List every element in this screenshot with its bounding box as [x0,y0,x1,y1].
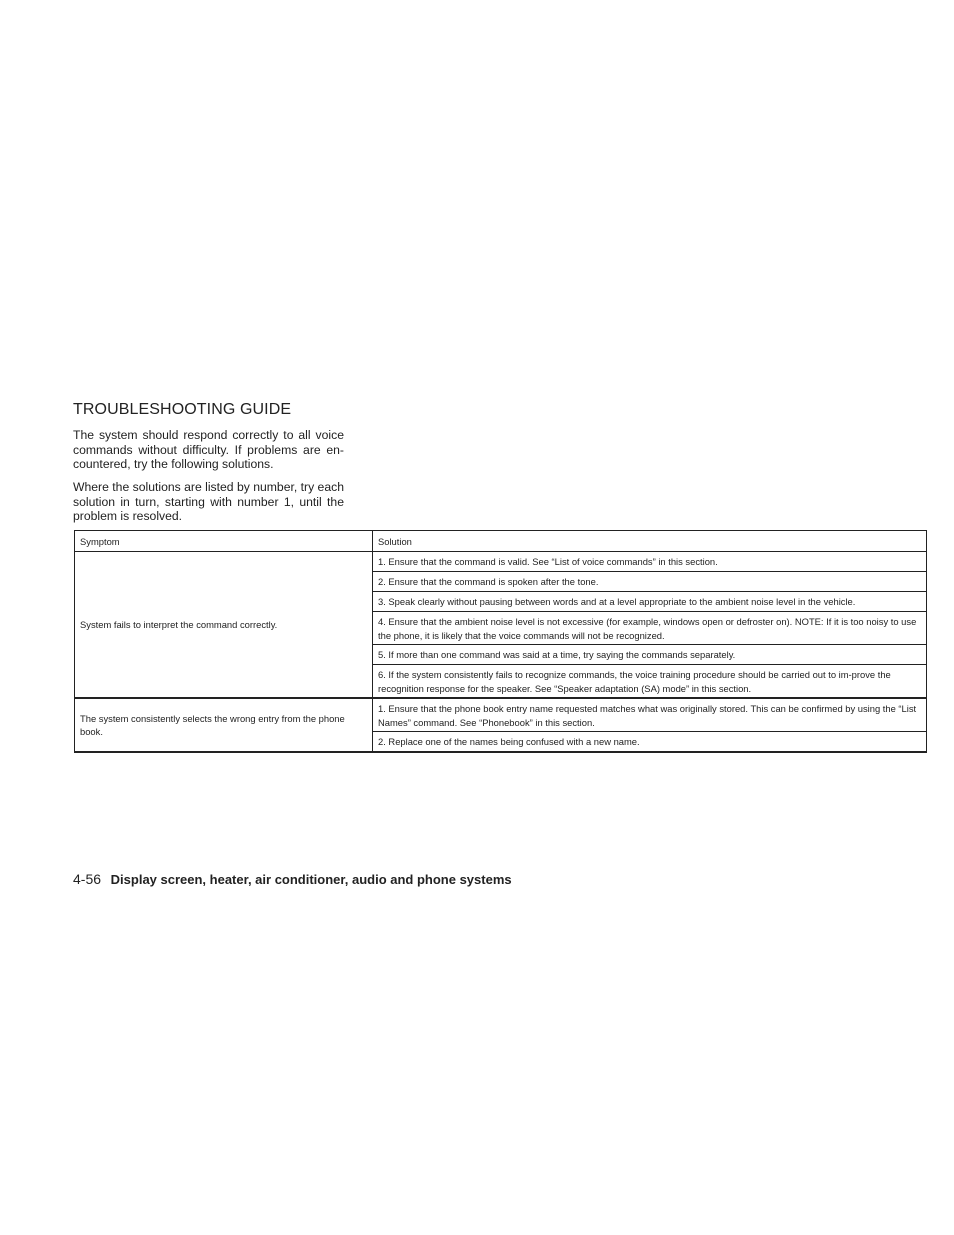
page-footer [73,871,512,887]
solution-cell: 4. Ensure that the ambient noise level is not excessive (for example, windows open or defroster on). NOTE: If it is too noisy to use the phone, it is likely that the voice commands will not be recognized. [373,612,927,645]
symptom-cell: System fails to interpret the command correctly. [75,552,373,699]
solution-cell: 1. Ensure that the phone book entry name requested matches what was originally stored. This can be confirmed by using the “List Names” command. See “Phonebook” in this section. [373,698,927,732]
solution-cell: 5. If more than one command was said at a time, try saying the commands separately. [373,645,927,665]
table-row [75,698,927,732]
intro-paragraph-2: Where the solutions are listed by number, try each solution in turn, starting with number 1, until the problem is resolved. [73,480,344,524]
solution-cell: 6. If the system consistently fails to recognize commands, the voice training procedure should be carried out to im-prove the recognition response for the speaker. See “Speaker adaptation (SA) mode” in this section. [373,665,927,699]
chapter-title: Display screen, heater, air conditioner, audio and phone systems [110,872,512,887]
intro-paragraph-1: The system should respond correctly to all voice commands without difficulty. If problems are en-countered, try the following solutions. [73,428,344,472]
troubleshooting-table [74,530,927,753]
solution-cell: 1. Ensure that the command is valid. See “List of voice commands” in this section. [373,552,927,572]
symptom-cell: The system consistently selects the wrong entry from the phone book. [75,698,373,752]
section-title: TROUBLESHOOTING GUIDE [73,401,292,418]
page-number: 4-56 [73,871,102,887]
table-row [75,552,927,572]
symptom-group-2 [75,698,927,752]
header-symptom: Symptom [75,531,373,552]
symptom-group-1 [75,552,927,699]
solution-cell: 2. Ensure that the command is spoken after the tone. [373,572,927,592]
solution-cell: 3. Speak clearly without pausing between words and at a level appropriate to the ambient noise level in the vehicle. [373,592,927,612]
table-header-row [75,531,927,552]
solution-cell: 2. Replace one of the names being confused with a new name. [373,732,927,753]
header-solution: Solution [373,531,927,552]
